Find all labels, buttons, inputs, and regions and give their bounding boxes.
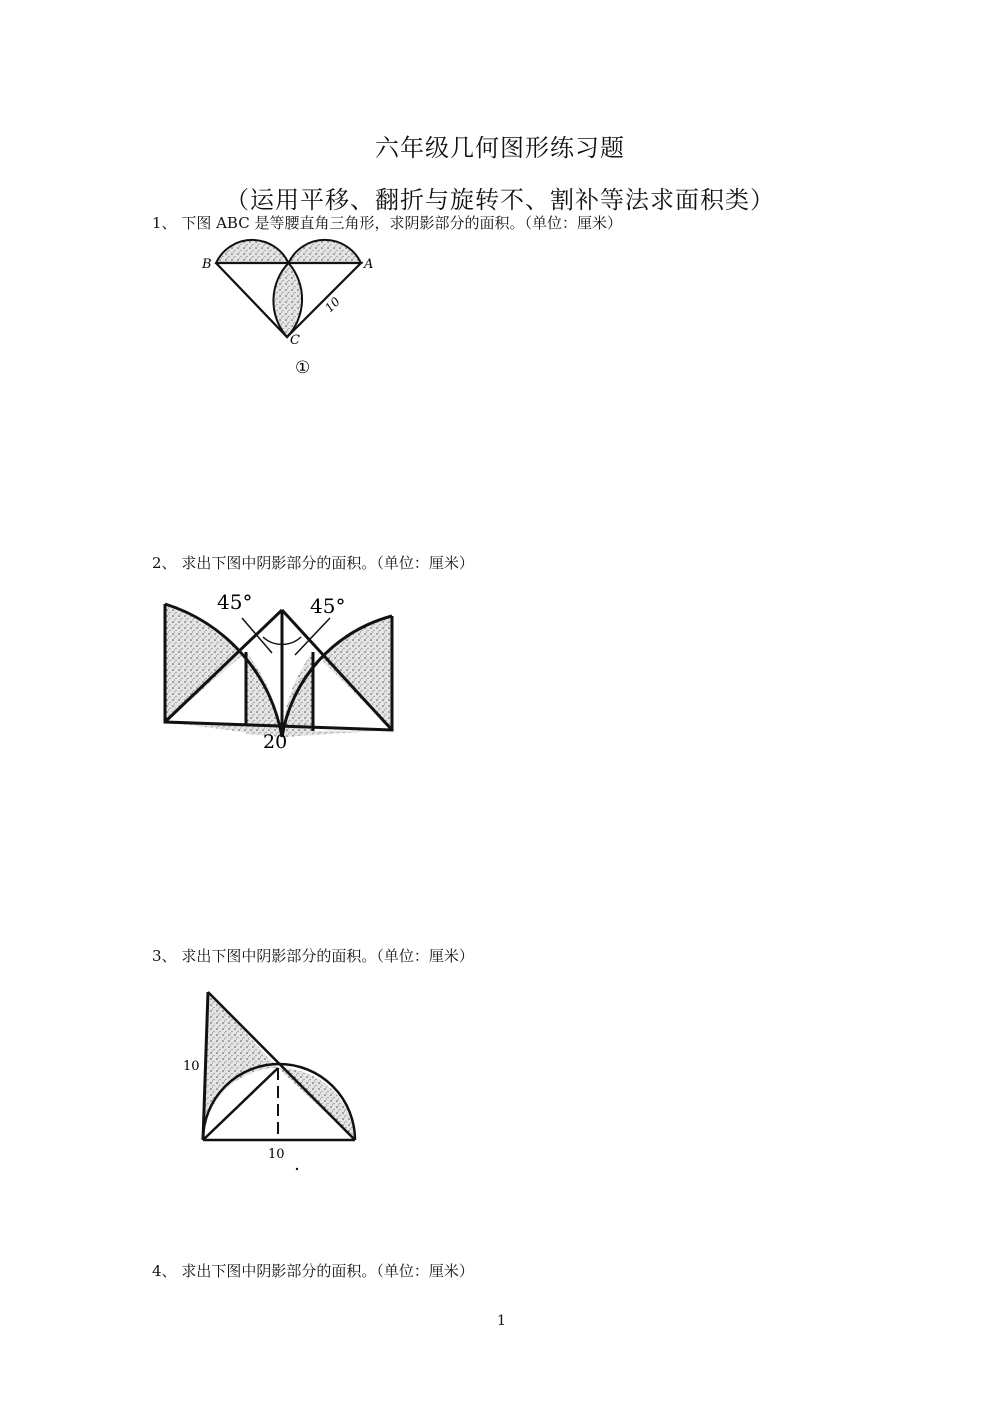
question-number: 3、 (152, 947, 177, 965)
question-4 (152, 1260, 474, 1281)
label-height-10: 10 (183, 1059, 200, 1074)
figure-3 (180, 980, 370, 1170)
page-subtitle: （运用平移、翻折与旋转不、割补等法求面积类） (225, 186, 775, 214)
question-text: 求出下图中阴影部分的面积。（单位：厘米） (181, 554, 474, 572)
label-angle-right: 45° (310, 594, 346, 618)
question-text: 求出下图中阴影部分的面积。（单位：厘米） (181, 947, 474, 965)
label-angle-left: 45° (217, 590, 253, 614)
label-base-20: 20 (263, 731, 288, 753)
label-base-10: 10 (268, 1147, 285, 1162)
page-title: 六年级几何图形练习题 (375, 134, 625, 162)
figure-1 (195, 235, 395, 385)
question-1 (152, 212, 622, 233)
question-3 (152, 945, 474, 966)
figure-2 (160, 585, 400, 755)
label-c: C (290, 333, 300, 348)
label-a: A (364, 257, 374, 272)
question-text: 求出下图中阴影部分的面积。（单位：厘米） (181, 1262, 474, 1280)
label-b: B (202, 257, 212, 272)
question-number: 1、 (152, 214, 177, 232)
question-text: 下图 ABC 是等腰直角三角形，求阴影部分的面积。（单位：厘米） (181, 214, 622, 232)
question-number: 4、 (152, 1262, 177, 1280)
question-2 (152, 552, 474, 573)
label-side-10: 10 (322, 294, 343, 316)
page-number: 1 (497, 1313, 506, 1329)
figure-caption: ① (295, 358, 311, 378)
question-number: 2、 (152, 554, 177, 572)
